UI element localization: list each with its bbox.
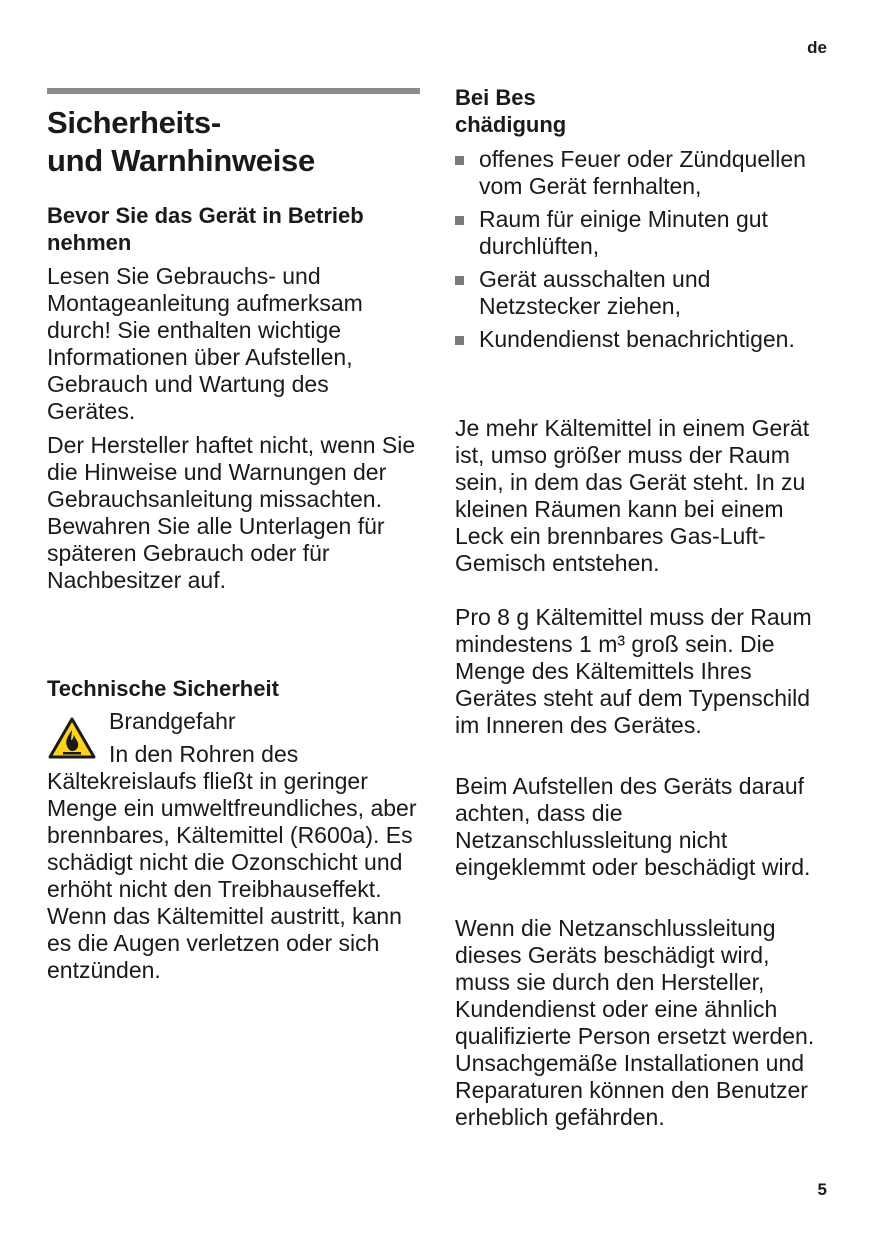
- section-heading-before-use: Bevor Sie das Gerät in Betrieb nehmen: [47, 203, 364, 255]
- section-rule: [47, 88, 420, 94]
- damage-instructions-list: [455, 146, 827, 359]
- damage-heading-line-2: chädigung: [455, 112, 567, 137]
- paragraph-liability: Der Hersteller haftet nicht, wenn Sie die Hinweise und Warnungen der Gebrauchsanleitung missachten. Bewahren Sie alle Unterlagen für späteren Gebrauch oder für Nachbesitzer auf.: [47, 432, 416, 593]
- page-number: 5: [817, 1180, 827, 1199]
- bullet-square-icon: [455, 336, 464, 345]
- list-item: offenes Feuer oder Zündquellen vom Gerät fernhalten,: [455, 146, 827, 200]
- paragraph-read-manual: Lesen Sie Gebrauchs- und Montageanleitung aufmerksam durch! Sie enthalten wichtige Informationen über Aufstellen, Gebrauch und Wartung des Gerätes.: [47, 263, 363, 424]
- list-item: Raum für einige Minuten gut durchlüften,: [455, 206, 827, 260]
- paragraph-refrigerant-room: Je mehr Kältemittel in einem Gerät ist, umso größer muss der Raum sein, in dem das Gerät steht. In zu kleinen Räumen kann bei einem Leck ein brennbares Gas-Luft-Gemisch entstehen.: [455, 415, 810, 576]
- bullet-square-icon: [455, 276, 464, 285]
- section-heading-technical-safety: Technische Sicherheit: [47, 676, 279, 701]
- title-line-2: und Warnhinweise: [47, 143, 315, 178]
- bullet-square-icon: [455, 216, 464, 225]
- bullet-square-icon: [455, 156, 464, 165]
- page-title: [47, 104, 315, 180]
- paragraph-installation: Beim Aufstellen des Geräts darauf achten, dass die Netzanschlussleitung nicht eingeklemmt oder beschädigt wird.: [455, 773, 811, 880]
- list-item: Kundendienst benachrichtigen.: [455, 326, 827, 353]
- damage-heading-line-1: Bei Bes: [455, 85, 536, 110]
- list-item: Gerät ausschalten und Netzstecker ziehen,: [455, 266, 827, 320]
- damage-heading: [455, 84, 835, 138]
- warning-title: Brandgefahr: [109, 708, 236, 734]
- warning-text: In den Rohren des Kältekreislaufs fließt in geringer Menge ein umweltfreundliches, aber brennbares, Kältemittel (R600a). Es schädigt nicht die Ozonschicht und erhöht nicht den Treibhauseffekt. Wenn das Kältemittel austritt, kann es die Augen verletzen oder sich entzünden.: [47, 741, 417, 983]
- paragraph-room-size: Pro 8 g Kältemittel muss der Raum mindestens 1 m³ groß sein. Die Menge des Kältemittels Ihres Gerätes steht auf dem Typenschild im Inneren des Gerätes.: [455, 604, 812, 738]
- paragraph-cable-replacement: Wenn die Netzanschlussleitung dieses Geräts beschädigt wird, muss sie durch den Hersteller, Kundendienst oder eine ähnlich qualifizierte Person ersetzt werden. Unsachgemäße Installationen und Reparaturen können den Benutzer erheblich gefährden.: [455, 915, 815, 1130]
- language-code: de: [807, 38, 827, 57]
- title-line-1: Sicherheits-: [47, 105, 221, 140]
